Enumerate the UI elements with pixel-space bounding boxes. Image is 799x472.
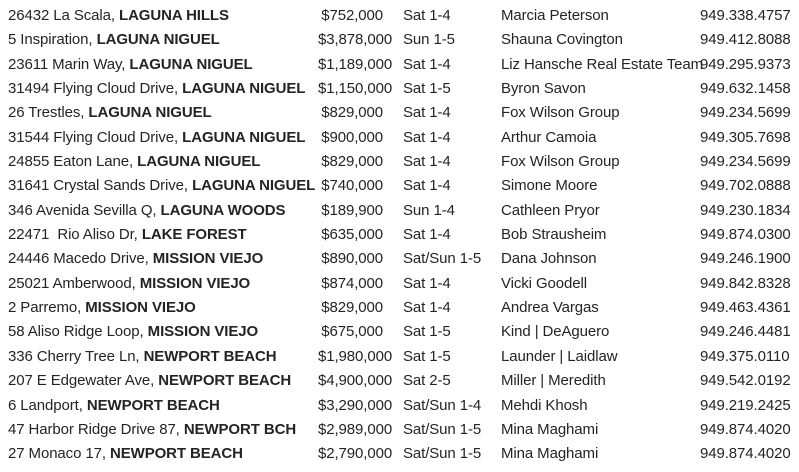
city-text: LAGUNA NIGUEL: [96, 31, 220, 49]
street-text: 26432 La Scala,: [8, 7, 119, 24]
city-text: LAGUNA NIGUEL: [182, 128, 306, 146]
city-text: LAGUNA NIGUEL: [129, 55, 253, 73]
street-text: 6 Landport,: [8, 396, 87, 414]
listing-price: $890,000: [321, 250, 383, 268]
table-row: [8, 272, 799, 296]
listing-price: $635,000: [321, 226, 383, 244]
table-row: [8, 442, 799, 466]
listing-address: [8, 320, 318, 344]
table-row: [8, 223, 799, 247]
open-house-time: Sat 1-5: [403, 80, 451, 98]
listing-price: $740,000: [321, 177, 383, 195]
city-text: MISSION VIEJO: [147, 323, 259, 341]
open-house-time: Sat/Sun 1-5: [403, 250, 482, 268]
street-text: 47 Harbor Ridge Drive 87,: [8, 420, 184, 438]
open-house-time: Sat 1-4: [403, 153, 451, 171]
agent-name: Liz Hansche Real Estate Team: [501, 55, 704, 73]
city-text: LAGUNA WOODS: [160, 201, 286, 219]
listing-address: [8, 247, 318, 271]
city-text: NEWPORT BEACH: [143, 347, 277, 365]
table-row: [8, 174, 799, 198]
street-text: 207 E Edgewater Ave,: [8, 372, 159, 390]
open-house-time: Sun 1-4: [403, 201, 455, 219]
city-text: MISSION VIEJO: [139, 274, 251, 292]
listing-price: $3,878,000: [318, 31, 393, 49]
city-text: LAGUNA NIGUEL: [137, 153, 261, 171]
open-house-time: Sat/Sun 1-5: [403, 445, 482, 463]
street-text: 346 Avenida Sevilla Q,: [8, 201, 161, 219]
listing-address: [8, 28, 318, 52]
agent-phone: 949.295.9373: [700, 55, 791, 73]
street-text: 336 Cherry Tree Ln,: [8, 347, 144, 365]
listing-price: $2,989,000: [318, 420, 393, 438]
open-house-time: Sat 1-4: [403, 177, 451, 195]
city-text: MISSION VIEJO: [152, 250, 264, 268]
open-house-time: Sat 1-4: [403, 274, 451, 292]
listing-price: $1,150,000: [318, 80, 393, 98]
agent-phone: 949.702.0888: [700, 177, 791, 195]
city-text: LAGUNA NIGUEL: [182, 80, 306, 98]
listing-price: $900,000: [321, 128, 383, 146]
agent-phone: 949.230.1834: [700, 201, 791, 219]
listing-address: [8, 199, 318, 223]
table-row: [8, 28, 799, 52]
agent-name: Mehdi Khosh: [501, 396, 588, 414]
open-house-time: Sat/Sun 1-5: [403, 420, 482, 438]
table-row: [8, 320, 799, 344]
agent-phone: 949.542.0192: [700, 372, 791, 390]
table-row: [8, 369, 799, 393]
open-house-time: Sat 1-4: [403, 226, 451, 244]
agent-name: Mina Maghami: [501, 420, 599, 438]
agent-phone: 949.234.5699: [700, 153, 791, 171]
agent-name: Marcia Peterson: [501, 7, 609, 24]
open-house-time: Sat 1-4: [403, 7, 451, 24]
agent-phone: 949.305.7698: [700, 128, 791, 146]
table-row: [8, 418, 799, 442]
listing-address: [8, 77, 318, 101]
street-text: 2 Parremo,: [8, 299, 86, 317]
table-row: [8, 247, 799, 271]
agent-phone: 949.234.5699: [700, 104, 791, 122]
street-text: 58 Aliso Ridge Loop,: [8, 323, 148, 341]
city-text: NEWPORT BCH: [183, 420, 297, 438]
street-text: 31641 Crystal Sands Drive,: [8, 177, 193, 195]
street-text: 27 Monaco 17,: [8, 445, 111, 463]
table-row: [8, 345, 799, 369]
listing-price: $829,000: [321, 104, 383, 122]
agent-phone: 949.246.1900: [700, 250, 791, 268]
listing-price: $2,790,000: [318, 445, 393, 463]
agent-name: Vicki Goodell: [501, 274, 587, 292]
open-house-time: Sat 2-5: [403, 372, 451, 390]
city-text: NEWPORT BEACH: [86, 396, 220, 414]
listing-price: $1,980,000: [318, 347, 393, 365]
street-text: 24446 Macedo Drive,: [8, 250, 153, 268]
agent-phone: 949.632.1458: [700, 80, 791, 98]
table-row: [8, 199, 799, 223]
table-row: [8, 4, 799, 28]
open-house-time: Sat 1-4: [403, 128, 451, 146]
agent-name: Simone Moore: [501, 177, 598, 195]
street-text: 24855 Eaton Lane,: [8, 153, 138, 171]
listing-address: [8, 223, 318, 247]
city-text: LAGUNA HILLS: [119, 7, 229, 24]
open-house-time: Sat 1-4: [403, 299, 451, 317]
agent-phone: 949.842.8328: [700, 274, 791, 292]
listing-price: $829,000: [321, 153, 383, 171]
city-text: NEWPORT BEACH: [110, 445, 243, 463]
agent-phone: 949.874.0300: [700, 226, 791, 244]
table-row: [8, 101, 799, 125]
listing-address: [8, 101, 318, 125]
city-text: LAGUNA NIGUEL: [88, 104, 212, 122]
listing-price: $3,290,000: [318, 396, 393, 414]
street-text: 31544 Flying Cloud Drive,: [8, 128, 183, 146]
listing-price: $4,900,000: [318, 372, 393, 390]
listing-address: [8, 4, 318, 28]
agent-phone: 949.375.0110: [700, 347, 790, 365]
open-house-time: Sat 1-5: [403, 323, 451, 341]
street-text: 25021 Amberwood,: [8, 274, 140, 292]
agent-phone: 949.874.4020: [700, 420, 791, 438]
table-row: [8, 53, 799, 77]
agent-name: Mina Maghami: [501, 445, 599, 463]
open-house-time: Sat 1-4: [403, 55, 451, 73]
agent-name: Cathleen Pryor: [501, 201, 600, 219]
city-text: MISSION VIEJO: [85, 299, 196, 317]
listing-address: [8, 53, 318, 77]
listing-price: $189,900: [321, 201, 383, 219]
listing-price: $752,000: [321, 7, 383, 24]
open-house-time: Sat 1-5: [403, 347, 451, 365]
street-text: 23611 Marin Way,: [8, 55, 130, 73]
agent-phone: 949.874.4020: [700, 445, 791, 463]
agent-phone: 949.412.8088: [700, 31, 791, 49]
listing-address: [8, 174, 318, 198]
agent-name: Byron Savon: [501, 80, 586, 98]
agent-name: Bob Strausheim: [501, 226, 607, 244]
agent-phone: 949.246.4481: [700, 323, 791, 341]
agent-name: Arthur Camoia: [501, 128, 597, 146]
table-row: [8, 296, 799, 320]
table-row: [8, 126, 799, 150]
agent-phone: 949.463.4361: [700, 299, 791, 317]
agent-name: Andrea Vargas: [501, 299, 599, 317]
listing-address: [8, 369, 318, 393]
table-row: [8, 394, 799, 418]
street-text: 31494 Flying Cloud Drive,: [8, 80, 183, 98]
listing-price: $874,000: [321, 274, 383, 292]
agent-name: Launder | Laidlaw: [501, 347, 618, 365]
listing-address: [8, 442, 318, 466]
street-text: 5 Inspiration,: [8, 31, 97, 49]
agent-name: Kind | DeAguero: [501, 323, 610, 341]
listing-price: $675,000: [321, 323, 383, 341]
listing-price: $829,000: [321, 299, 383, 317]
agent-name: Miller | Meredith: [501, 372, 606, 390]
open-house-time: Sat/Sun 1-4: [403, 396, 482, 414]
open-house-time: Sat 1-4: [403, 104, 451, 122]
agent-name: Dana Johnson: [501, 250, 597, 268]
listing-address: [8, 345, 318, 369]
listing-address: [8, 296, 318, 320]
listing-address: [8, 418, 318, 442]
agent-name: Fox Wilson Group: [501, 153, 620, 171]
listing-address: [8, 394, 318, 418]
listing-address: [8, 126, 318, 150]
listing-address: [8, 272, 318, 296]
city-text: NEWPORT BEACH: [158, 372, 292, 390]
table-row: [8, 150, 799, 174]
agent-phone: 949.338.4757: [700, 7, 791, 24]
city-text: LAKE FOREST: [141, 226, 247, 244]
open-house-time: Sun 1-5: [403, 31, 455, 49]
agent-name: Shauna Covington: [501, 31, 623, 49]
street-text: 22471 Rio Aliso Dr,: [8, 226, 142, 244]
city-text: LAGUNA NIGUEL: [192, 177, 316, 195]
listing-address: [8, 150, 318, 174]
table-row: [8, 77, 799, 101]
agent-name: Fox Wilson Group: [501, 104, 620, 122]
agent-phone: 949.219.2425: [700, 396, 791, 414]
street-text: 26 Trestles,: [8, 104, 89, 122]
listing-price: $1,189,000: [318, 55, 393, 73]
